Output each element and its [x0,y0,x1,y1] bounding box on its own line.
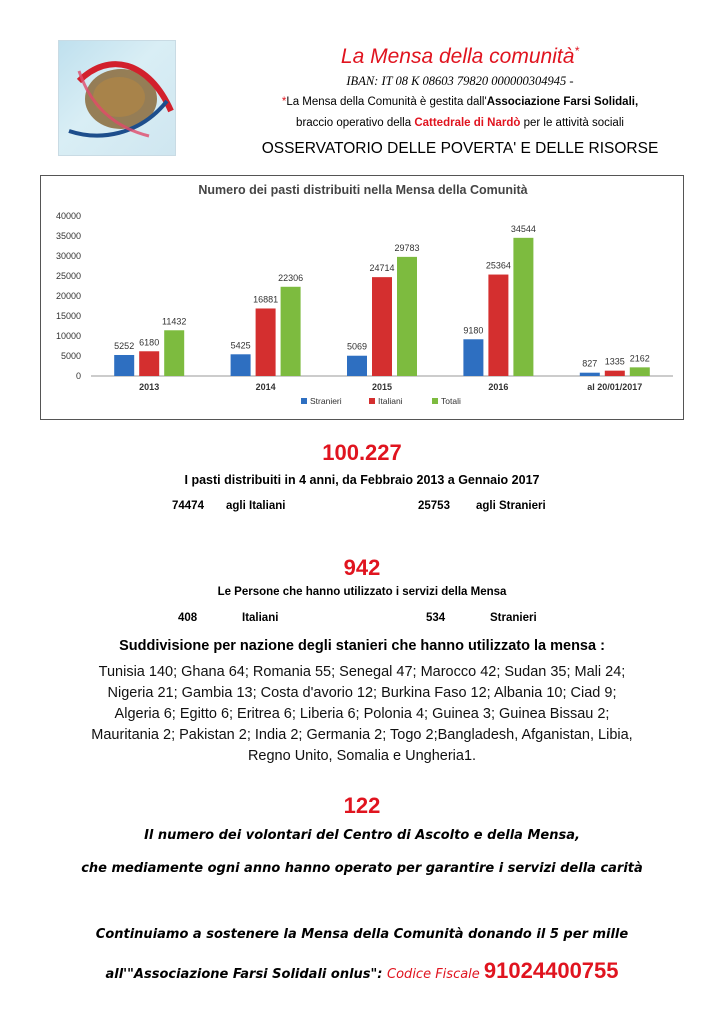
legend-swatch [301,398,307,404]
data-label: 6180 [139,337,160,348]
y-tick-label: 0 [75,371,81,381]
bar [488,275,508,376]
x-tick-label: al 20/01/2017 [587,382,643,392]
x-tick-label: 2015 [371,382,393,392]
y-tick-label: 20000 [55,291,81,301]
meals-total: 100.227 [322,440,402,465]
bar [114,355,134,376]
meals-chart [40,175,684,420]
volunteers-line-1: Il numero dei volontari del Centro di Ascolto e della Mensa, [144,828,580,843]
footer-line-1: Continuiamo a sostenere la Mensa della Comunità donando il 5 per mille [95,927,629,942]
bar [281,287,301,376]
y-tick-label: 25000 [55,271,81,281]
data-label: 11432 [162,316,187,327]
legend-label: Stranieri [310,396,342,406]
nations-list [40,662,684,767]
data-label: 5425 [230,340,251,351]
x-tick-label: 2016 [488,382,509,392]
bar [347,356,367,376]
bar [397,257,417,376]
data-label: 34544 [510,223,536,234]
data-label: 25364 [485,260,511,271]
people-caption: Le Persone che hanno utilizzato i servizi della Mensa [217,586,507,598]
meals-stranieri-label: agli Stranieri [476,500,546,512]
nations-line: Regno Unito, Somalia e Ungheria1. [247,748,477,764]
fiscal-code: 91024400755 [483,958,619,983]
nations-line: Algeria 6; Egitto 6; Eritrea 6; Liberia 6; Polonia 4; Guinea 3; Guinea Bissau 2; [114,706,610,722]
bar [630,367,650,376]
meals-italiani-label: agli Italiani [226,500,286,512]
data-label: 5252 [114,340,135,351]
x-tick-label: 2014 [255,382,276,392]
chart-title: Numero dei pasti distribuiti nella Mensa della Comunità [198,183,528,197]
meals-italiani-count: 74474 [172,500,204,512]
observatory-title: OSSERVATORIO DELLE POVERTA' E DELLE RISORSE [261,140,659,157]
people-stranieri-label: Stranieri [490,612,537,624]
data-label: 2162 [629,353,650,364]
people-stranieri-count: 534 [426,612,446,624]
data-label: 24714 [369,263,395,274]
y-tick-label: 35000 [55,231,81,241]
y-tick-label: 30000 [55,251,81,261]
data-label: 9180 [463,325,484,336]
header-line-2: braccio operativo della Cattedrale di Nardò per le attività sociali [296,117,624,129]
footer-line-2: all'"Associazione Farsi Solidali onlus": Codice Fiscale 91024400755 [105,958,619,983]
people-total: 942 [343,555,381,580]
bar [463,339,483,376]
people-italiani-label: Italiani [242,612,279,624]
header-line-1: *La Mensa della Comunità è gestita dall'Associazione Farsi Solidali, [281,96,639,108]
logo-graphic [59,41,176,156]
meals-stranieri-count: 25753 [418,500,450,512]
header-title: La Mensa della comunità* [340,44,580,68]
nations-line: Mauritania 2; Pakistan 2; India 2; Germania 2; Togo 2;Bangladesh, Afganistan, Libia, [91,727,633,743]
y-tick-label: 5000 [60,351,81,361]
x-tick-label: 2013 [139,382,160,392]
data-label: 29783 [394,242,420,253]
data-label: 1335 [604,356,625,367]
data-label: 827 [582,358,598,369]
bar [605,371,625,376]
y-tick-label: 10000 [55,331,81,341]
legend-label: Totali [441,396,461,406]
data-label: 16881 [253,294,279,305]
logo [58,40,176,156]
bar [164,330,184,376]
meals-chart-svg [41,176,685,421]
y-tick-label: 40000 [55,211,81,221]
nations-line: Nigeria 21; Gambia 13; Costa d'avorio 12; Burkina Faso 12; Albania 10; Ciad 9; [107,685,617,701]
bar [231,354,251,376]
bar [256,308,276,376]
legend-swatch [432,398,438,404]
bar [372,277,392,376]
data-label: 5069 [346,341,368,352]
legend-label: Italiani [378,396,403,406]
bar [513,238,533,376]
nations-line: Tunisia 140; Ghana 64; Romania 55; Senegal 47; Marocco 42; Sudan 35; Mali 24; [98,664,626,680]
legend-swatch [369,398,375,404]
volunteers-line-2: che mediamente ogni anno hanno operato per garantire i servizi della carità [81,861,643,876]
data-label: 22306 [278,272,304,283]
bar [580,373,600,376]
y-tick-label: 15000 [55,311,81,321]
meals-caption: I pasti distribuiti in 4 anni, da Febbraio 2013 a Gennaio 2017 [184,473,540,487]
people-italiani-count: 408 [178,612,198,624]
iban: IBAN: IT 08 K 08603 79820 000000304945 - [346,74,574,88]
volunteers-total: 122 [343,793,381,818]
bar [139,351,159,376]
nations-title: Suddivisione per nazione degli stanieri che hanno utilizzato la mensa : [119,638,605,654]
